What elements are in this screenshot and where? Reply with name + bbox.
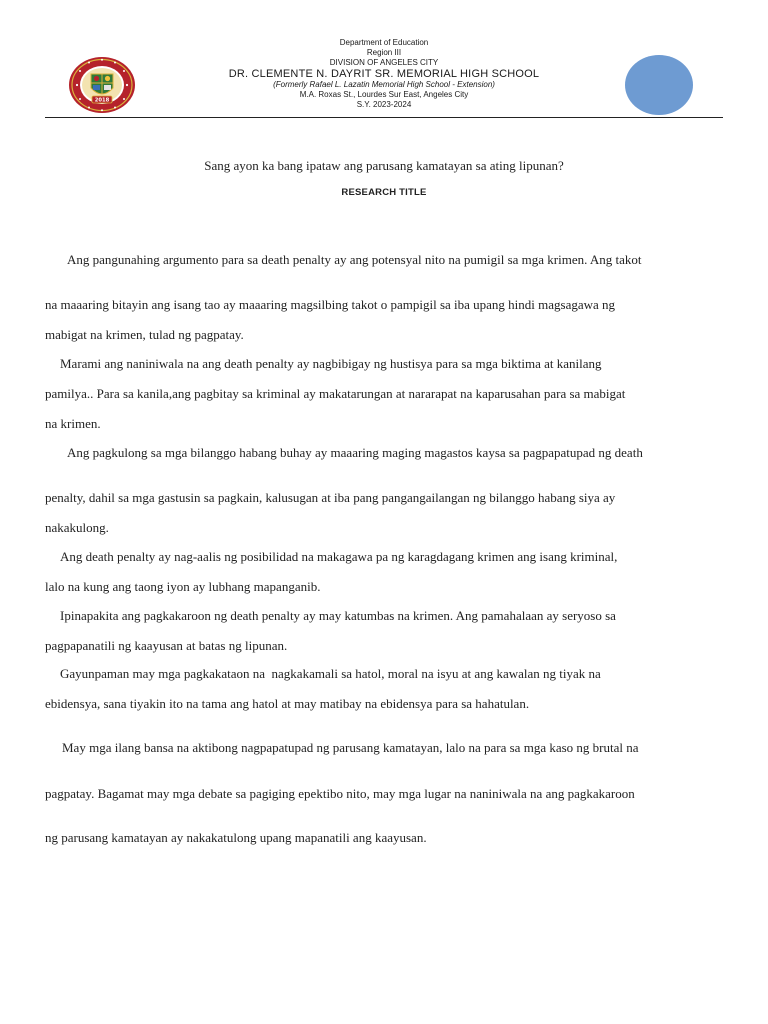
paragraph-2-line-2: pamilya.. Para sa kanila,ang pagbitay sa kriminal ay makatarungan at nararapat na kaparusahan para sa mabigat: [45, 386, 626, 401]
paragraph-6-line-2: ebidensya, sana tiyakin ito na tama ang hatol at may matibay na ebidensya para sa hahatulan.: [45, 696, 530, 711]
school-name: DR. CLEMENTE N. DAYRIT SR. MEMORIAL HIGH SCHOOL: [228, 68, 540, 80]
paragraph-2-line-3: na krimen.: [45, 416, 101, 431]
paragraph-5-line-1: Ipinapakita ang pagkakaroon ng death penalty ay may katumbas na krimen. Ang pamahalaan ay seryoso sa: [60, 608, 616, 623]
division-name: DIVISION OF ANGELES CITY: [329, 58, 439, 67]
paragraph-6-line-1: Gayunpaman may mga pagkakataon na nagkakamali sa hatol, moral na isyu at ang kawalan ng tiyak na: [60, 666, 601, 681]
paragraph-3-line-3: nakakulong.: [45, 520, 109, 535]
svg-text:2018: 2018: [94, 97, 110, 104]
header-divider: [45, 117, 723, 118]
paragraph-3-line-1: Ang pagkulong sa mga bilanggo habang buhay ay maaaring maging magastos kaysa sa pagpapatupad ng death: [67, 445, 643, 460]
research-title-label: RESEARCH TITLE: [341, 187, 427, 198]
research-question: Sang ayon ka bang ipataw ang parusang kamatayan sa ating lipunan?: [204, 158, 564, 173]
region-name: Region III: [366, 48, 402, 57]
paragraph-4-line-2: lalo na kung ang taong iyon ay lubhang mapanganib.: [45, 579, 321, 594]
paragraph-2-line-1: Marami ang naniniwala na ang death penalty ay nagbibigay ng hustisya para sa mga biktima at kanilang: [60, 356, 602, 371]
blue-oval-logo: [625, 55, 693, 115]
paragraph-7-line-3: ng parusang kamatayan ay nakakatulong upang mapanatili ang kaayusan.: [45, 830, 427, 845]
school-year: S.Y. 2023-2024: [356, 100, 412, 109]
former-school-name: (Formerly Rafael L. Lazatin Memorial High School - Extension): [273, 80, 495, 89]
paragraph-7-line-1: May mga ilang bansa na aktibong nagpapatupad ng parusang kamatayan, lalo na para sa mga kaso ng brutal na: [62, 740, 639, 755]
paragraph-5-line-2: pagpapanatili ng kaayusan at batas ng lipunan.: [45, 638, 288, 653]
paragraph-7-line-2: pagpatay. Bagamat may mga debate sa pagiging epektibo nito, may mga lugar na naniniwala na ang pagkakaroon: [45, 786, 635, 801]
department-name: Department of Education: [339, 38, 429, 47]
paragraph-4-line-1: Ang death penalty ay nag-aalis ng posibilidad na makagawa pa ng karagdagang krimen ang isang kriminal,: [60, 549, 618, 564]
school-address: M.A. Roxas St., Lourdes Sur East, Angeles City: [299, 90, 469, 99]
paragraph-1-line-3: mabigat na krimen, tulad ng pagpatay.: [45, 327, 244, 342]
paragraph-3-line-2: penalty, dahil sa mga gastusin sa pagkain, kalusugan at iba pang pangangailangan ng bilanggo habang siya ay: [45, 490, 616, 505]
paragraph-1-line-1: Ang pangunahing argumento para sa death penalty ay ang potensyal nito na pumigil sa mga krimen. Ang takot: [67, 252, 642, 267]
paragraph-1-line-2: na maaaring bitayin ang isang tao ay maaaring magsilbing takot o pampigil sa iba upang hindi magsagawa ng: [45, 297, 616, 312]
